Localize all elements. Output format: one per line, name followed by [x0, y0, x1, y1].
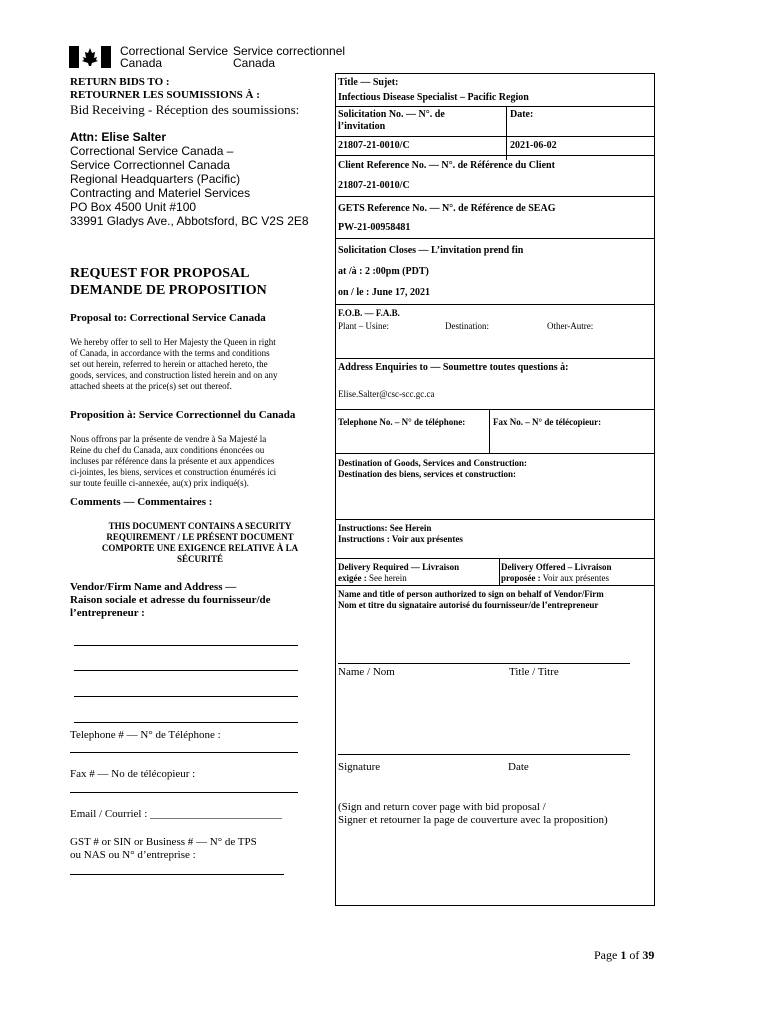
telephone-no-label: Telephone No. – N° de téléphone:	[338, 417, 466, 427]
telephone-field[interactable]	[70, 752, 298, 753]
security-notice: THIS DOCUMENT CONTAINS A SECURITY REQUIREMENT / LE PRÉSENT DOCUMENT COMPORTE UNE EXIGENCE RELATIVE À LA SÉCURITÉ	[101, 521, 299, 564]
name-title-line[interactable]	[338, 663, 630, 664]
delivery-required: Delivery Required — Livraison exigée : See herein	[338, 562, 460, 583]
date-sign-label: Date	[508, 761, 529, 773]
vendor-line-1[interactable]	[74, 645, 298, 646]
instructions-label: Instructions: See Herein Instructions : Voir aux présentes	[338, 523, 463, 544]
signature-line[interactable]	[338, 754, 630, 755]
delivery-offered: Delivery Offered – Livraison proposée : Voir aux présentes	[501, 562, 612, 583]
proposal-to: Proposal to: Correctional Service Canada	[70, 312, 266, 324]
page-number: Page 1 of 39	[594, 948, 655, 962]
solicitation-number: 21807-21-0010/C	[338, 140, 410, 151]
gets-value: PW-21-00958481	[338, 222, 411, 233]
gets-label: GETS Reference No. — N°. de Référence de SEAG	[338, 203, 556, 214]
client-ref-label: Client Reference No. — N°. de Référence du Client	[338, 160, 555, 171]
fax-label: Fax # — No de télécopieur :	[70, 768, 196, 780]
gst-field[interactable]	[70, 874, 284, 875]
sign-return-note: (Sign and return cover page with bid proposal / Signer et retourner la page de couverture avec la proposition)	[338, 801, 608, 826]
signature-label: Signature	[338, 761, 381, 773]
solicitation-date: 2021-06-02	[510, 140, 557, 151]
title-label-sign: Title / Titre	[509, 666, 559, 678]
canada-flag-logo	[69, 46, 111, 68]
closes-time: at /à : 2 :00pm (PDT)	[338, 266, 429, 277]
attn-line: Attn: Elise Salter	[70, 130, 167, 144]
enquiries-label: Address Enquiries to — Soumettre toutes questions à:	[338, 362, 569, 373]
title-label: Title — Sujet:	[338, 77, 399, 88]
offer-english: We hereby offer to sell to Her Majesty the Queen in right of Canada, in accordance with the terms and conditions set out herein, referred to herein or attached hereto, the goods, services, and construction listed herein and on any attached sheets at the price(s) set out thereof.	[70, 337, 278, 391]
right-info-box	[335, 73, 655, 906]
return-address: Correctional Service Canada – Service Correctionnel Canada Regional Headquarters (Pacific) Contracting and Materiel Services PO Box 4500 Unit #100 33991 Gladys Ave., Abbotsford, BC V2S 2E8	[70, 144, 309, 228]
fax-no-label: Fax No. – N° de télécopieur:	[493, 417, 602, 427]
title-value: Infectious Disease Specialist – Pacific Region	[338, 92, 529, 103]
rfp-title: REQUEST FOR PROPOSAL DEMANDE DE PROPOSITION	[70, 266, 267, 298]
fax-field[interactable]	[70, 792, 298, 793]
signatory-label: Name and title of person authorized to sign on behalf of Vendor/Firm Nom et titre du signataire autorisé du fournisseur/de l’entrepreneur	[338, 589, 604, 610]
fob-destination: Destination:	[445, 321, 489, 331]
vendor-line-2[interactable]	[74, 670, 298, 671]
vendor-label: Vendor/Firm Name and Address — Raison sociale et adresse du fournisseur/de l’entrepreneur :	[70, 581, 271, 619]
client-ref-value: 21807-21-0010/C	[338, 180, 410, 191]
gst-label: GST # or SIN or Business # — N° de TPS ou NAS ou N° d’entreprise :	[70, 836, 257, 861]
email-label[interactable]: Email / Courriel : ________________________	[70, 808, 283, 820]
vendor-line-3[interactable]	[74, 696, 298, 697]
fob-label: F.O.B. — F.A.B.	[338, 308, 400, 318]
vendor-line-4[interactable]	[74, 722, 298, 723]
telephone-label: Telephone # — N° de Téléphone :	[70, 729, 221, 741]
return-bids-heading: RETURN BIDS TO : RETOURNER LES SOUMISSIONS À :	[70, 76, 260, 101]
closes-label: Solicitation Closes — L’invitation prend fin	[338, 245, 524, 256]
proposition-a: Proposition à: Service Correctionnel du Canada	[70, 409, 296, 421]
comments-label: Comments — Commentaires :	[70, 496, 213, 508]
fob-other: Other-Autre:	[547, 321, 594, 331]
bid-receiving: Bid Receiving - Réception des soumissions:	[70, 102, 300, 117]
solicitation-label: Solicitation No. — N°. de l’invitation	[338, 109, 445, 132]
date-label: Date:	[510, 109, 534, 120]
closes-date: on / le : June 17, 2021	[338, 287, 430, 298]
destination-label: Destination of Goods, Services and Construction: Destination des biens, services et construction:	[338, 458, 528, 479]
name-label: Name / Nom	[338, 666, 395, 678]
fob-plant: Plant – Usine:	[338, 321, 389, 331]
offer-french: Nous offrons par la présente de vendre à Sa Majesté la Reine du chef du Canada, aux conditions énoncées ou incluses par référence dans la présente et aux appendices ci-jointes, les biens, services et construction énumérés ici sur toute feuille ci-annexée, au(x) prix indiqué(s).	[70, 434, 277, 488]
org-name-en: Correctional Service Canada	[120, 44, 229, 70]
org-name-fr: Service correctionnel Canada	[233, 44, 346, 70]
enquiries-email[interactable]: Elise.Salter@csc-scc.gc.ca	[338, 389, 435, 399]
